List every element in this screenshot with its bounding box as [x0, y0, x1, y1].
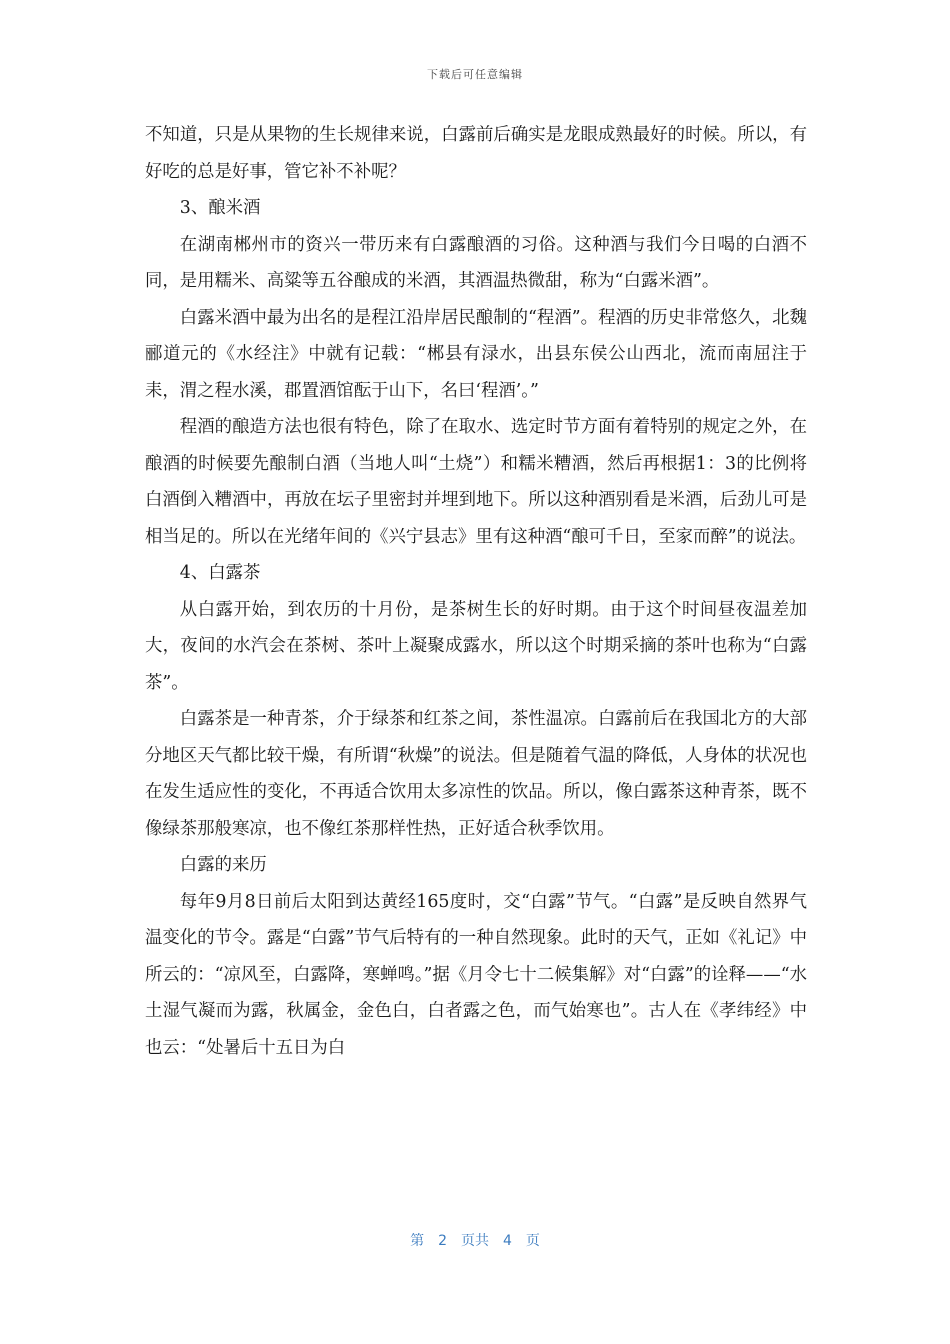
footer-ye: 页	[525, 1233, 540, 1249]
paragraph: 不知道，只是从果物的生长规律来说，白露前后确实是龙眼成熟最好的时候。所以，有好吃的总是好事，管它补不补呢？	[145, 125, 807, 182]
paragraph: 程酒的酿造方法也很有特色，除了在取水、选定时节方面有着特别的规定之外，在酿酒的时候要先酿制白酒（当地人叫“土烧”）和糯米糟酒，然后再根据1：3的比例将白酒倒入糟酒中，再放在坛子里密封并埋到地下。所以这种酒别看是米酒，后劲儿可是相当足的。所以在光绪年间的《兴宁县志》里有这种酒“酿可千日，至家而醉”的说法。	[145, 417, 807, 547]
section-heading: 4、白露茶	[179, 563, 261, 583]
footer-ye-gong: 页共	[461, 1233, 489, 1249]
page-footer	[0, 1230, 950, 1250]
paragraph: 白露米酒中最为出名的是程江沿岸居民酿制的“程酒”。程酒的历史非常悠久，北魏郦道元的《水经注》中就有记载：“郴县有渌水，出县东侯公山西北，流而南屈注于耒，渭之程水溪，郡置酒馆酝于山下，名曰‘程酒’。”	[145, 307, 807, 401]
paragraph: 白露茶是一种青茶，介于绿茶和红茶之间，茶性温凉。白露前后在我国北方的大部分地区天气都比较干燥，有所谓“秋燥”的说法。但是随着气温的降低，人身体的状况也在发生适应性的变化，不再适合饮用太多凉性的饮品。所以，像白露茶这种青茶，既不像绿茶那般寒凉，也不像红茶那样性热，正好适合秋季饮用。	[145, 709, 807, 839]
paragraph: 从白露开始，到农历的十月份，是茶树生长的好时期。由于这个时间昼夜温差加大，夜间的水汽会在茶树、茶叶上凝聚成露水，所以这个时期采摘的茶叶也称为“白露茶”。	[145, 599, 807, 693]
paragraph: 每年9月8日前后太阳到达黄经165度时，交“白露”节气。“白露”是反映自然界气温变化的节令。露是“白露”节气后特有的一种自然现象。此时的天气，正如《礼记》中所云的：“凉风至，白露降，寒蝉鸣。”据《月令七十二候集解》对“白露”的诠释——“水土湿气凝而为露，秋属金，金色白，白者露之色，而气始寒也”。古人在《孝纬经》中也云：“处暑后十五日为白	[145, 891, 807, 1058]
footer-page-number: 2	[438, 1233, 447, 1249]
page-header: 下载后可任意编辑	[427, 68, 523, 81]
footer-total-pages: 4	[503, 1233, 512, 1249]
section-heading: 3、酿米酒	[179, 198, 261, 218]
section-heading: 白露的来历	[179, 855, 267, 875]
document-body	[145, 117, 807, 1066]
paragraph: 在湖南郴州市的资兴一带历来有白露酿酒的习俗。这种酒与我们今日喝的白酒不同，是用糯米、高粱等五谷酿成的米酒，其酒温热微甜，称为“白露米酒”。	[145, 234, 807, 291]
footer-di: 第	[410, 1233, 425, 1249]
